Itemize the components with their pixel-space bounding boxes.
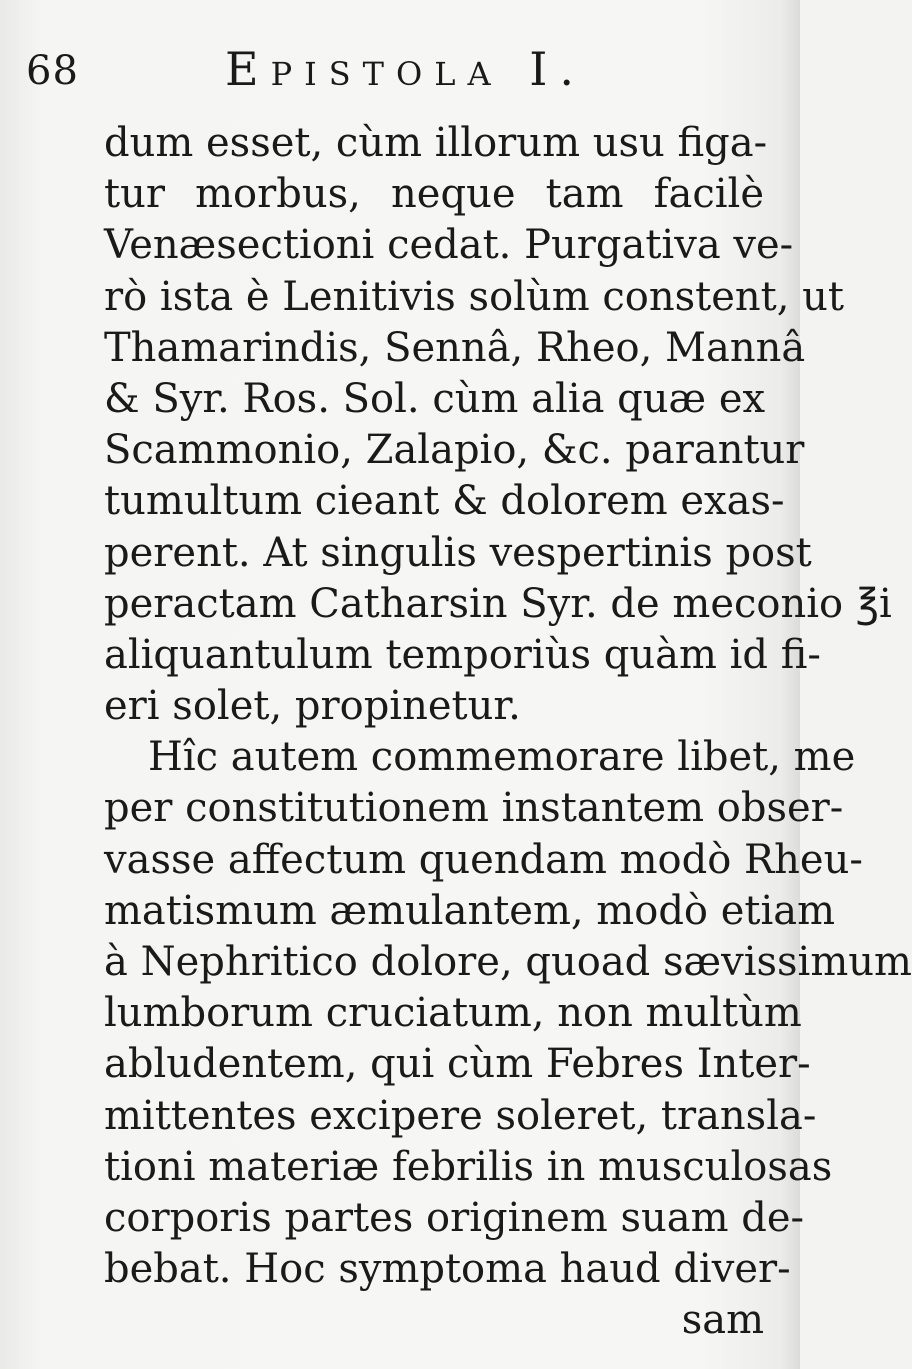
text-line: perent. At singulis vespertinis post xyxy=(104,529,812,576)
text-line: Venæsectioni cedat. Purgativa ve- xyxy=(104,222,794,269)
running-head: Epistola I. xyxy=(225,42,587,96)
text-line: vasse affectum quendam modò Rheu- xyxy=(104,836,863,883)
text-line: dum esset, cùm illorum usu figa- xyxy=(104,120,768,166)
text-line: Hîc autem commemorare libet, me xyxy=(148,734,856,781)
text-line: Thamarindis, Sennâ, Rheo, Mannâ xyxy=(104,324,806,371)
text-line: eri solet, propinetur. xyxy=(104,683,521,730)
text-line: corporis partes originem suam de- xyxy=(104,1194,805,1241)
text-line: lumborum cruciatum, non multùm xyxy=(104,990,802,1037)
text-line: tioni materiæ febrilis in musculosas xyxy=(104,1143,833,1190)
catchword: sam xyxy=(681,1297,764,1344)
text-line: rò ista è Lenitivis solùm constent, ut xyxy=(104,273,844,320)
text-line: tumultum cieant & dolorem exas- xyxy=(104,478,785,525)
page-number: 68 xyxy=(26,48,79,94)
text-line: à Nephritico dolore, quoad sævissimum xyxy=(104,939,912,985)
text-line: matismum æmulantem, modò etiam xyxy=(104,887,836,934)
text-line: aliquantulum temporiùs quàm id fi- xyxy=(104,631,821,678)
page-header xyxy=(0,42,800,112)
body-text xyxy=(104,118,912,1347)
text-line: per constitutionem instantem obser- xyxy=(104,785,844,832)
text-line: mittentes excipere soleret, transla- xyxy=(104,1092,817,1139)
text-line: & Syr. Ros. Sol. cùm alia quæ ex xyxy=(104,375,766,422)
text-line: peractam Catharsin Syr. de meconio ℥i xyxy=(104,580,892,627)
text-line: bebat. Hoc symptoma haud diver- xyxy=(104,1246,791,1293)
text-line: tur morbus, neque tam facilè xyxy=(104,171,764,218)
text-line: abludentem, qui cùm Febres Inter- xyxy=(104,1041,811,1088)
text-line: Scammonio, Zalapio, &c. parantur xyxy=(104,427,805,474)
